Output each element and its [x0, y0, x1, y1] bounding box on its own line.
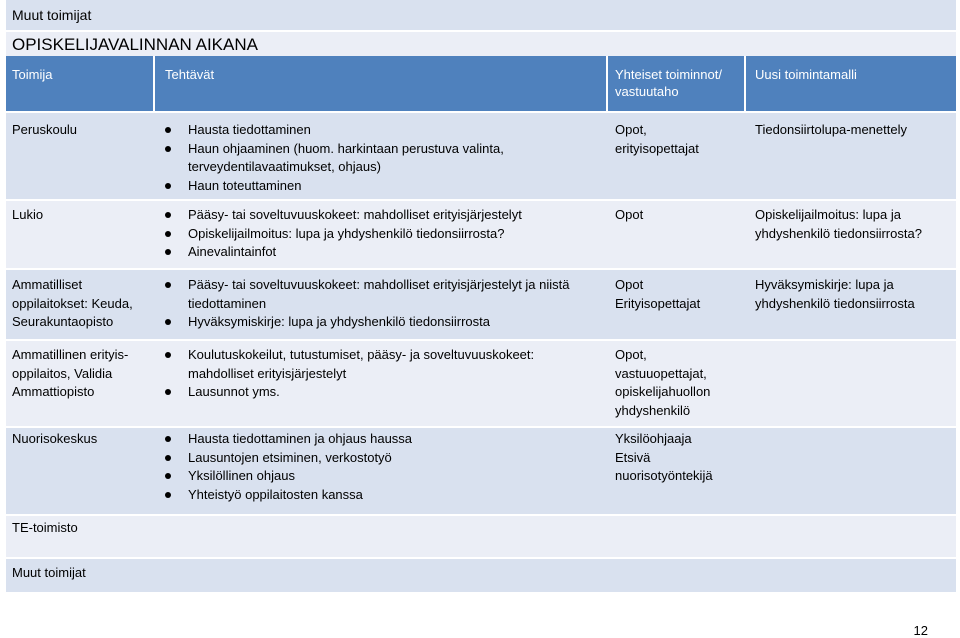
responsible-cell: Yksilöohjaaja Etsivä nuorisotyöntekijä [615, 431, 713, 483]
list-item: Haun ohjaaminen (huom. harkintaan perustuva valinta, terveydentilavaatimukset, ohjaus) [163, 140, 518, 177]
actor-cell: Muut toimijat [12, 565, 86, 580]
list-item: Hyväksymiskirje: lupa ja yhdyshenkilö tiedonsiirrosta [163, 313, 593, 332]
page-title: OPISKELIJAVALINNAN AIKANA [12, 35, 258, 54]
new-model-cell: Hyväksymiskirje: lupa ja yhdyshenkilö tiedonsiirrosta [755, 277, 915, 311]
list-item: Opiskelijailmoitus: lupa ja yhdyshenkilö tiedonsiirrosta? [163, 225, 603, 244]
column-header-new-model: Uusi toimintamalli [755, 67, 857, 82]
list-item: Yhteistyö oppilaitosten kanssa [163, 486, 583, 505]
section-label: Muut toimijat [12, 7, 92, 23]
header-divider [606, 56, 608, 111]
list-item: Pääsy- tai soveltuvuuskokeet: mahdolliset erityisjärjestelyt [163, 206, 603, 225]
responsible-cell: Opot Erityisopettajat [615, 277, 701, 311]
list-item: Hausta tiedottaminen [163, 121, 583, 140]
list-item: Pääsy- tai soveltuvuuskokeet: mahdolliset erityisjärjestelyt ja niistä tiedottaminen [163, 276, 593, 313]
column-header-tasks: Tehtävät [165, 67, 215, 82]
task-list [163, 346, 573, 402]
list-item: Lausunnot yms. [163, 383, 573, 402]
list-item: Hausta tiedottaminen ja ohjaus haussa [163, 430, 583, 449]
actor-cell: TE-toimisto [12, 520, 78, 535]
column-header-actor: Toimija [12, 67, 53, 82]
column-header-responsible: Yhteiset toiminnot/ vastuutaho [615, 67, 722, 99]
header-divider [153, 56, 155, 111]
top-band [6, 0, 956, 30]
list-item: Yksilöllinen ohjaus [163, 467, 583, 486]
table-header [6, 56, 956, 111]
actor-cell: Nuorisokeskus [12, 431, 98, 446]
responsible-cell: Opot [615, 207, 644, 222]
row-band-7 [6, 559, 956, 592]
header-divider [744, 56, 746, 111]
actor-cell: Peruskoulu [12, 122, 78, 137]
page-number: 12 [913, 623, 928, 638]
row-band-6 [6, 516, 956, 557]
list-item: Ainevalintainfot [163, 243, 603, 262]
actor-cell: Lukio [12, 207, 44, 222]
new-model-cell: Tiedonsiirtolupa-menettely [755, 122, 907, 137]
list-item: Haun toteuttaminen [163, 177, 583, 196]
new-model-cell: Opiskelijailmoitus: lupa ja yhdyshenkilö tiedonsiirrosta? [755, 207, 922, 241]
task-list [163, 206, 603, 262]
actor-cell: Ammatillinen erityis-oppilaitos, Validia Ammattiopisto [12, 347, 129, 399]
actor-cell: Ammatilliset oppilaitokset: Keuda, Seurakuntaopisto [12, 277, 133, 329]
list-item: Koulutuskokeilut, tutustumiset, pääsy- ja soveltuvuuskokeet: mahdolliset erityisjärjestelyt [163, 346, 573, 383]
task-list [163, 430, 583, 504]
list-item: Lausuntojen etsiminen, verkostotyö [163, 449, 583, 468]
task-list [163, 121, 583, 195]
responsible-cell: Opot, erityisopettajat [615, 122, 699, 156]
task-list [163, 276, 593, 332]
responsible-cell: Opot, vastuuopettajat, opiskelijahuollon yhdyshenkilö [615, 347, 711, 418]
